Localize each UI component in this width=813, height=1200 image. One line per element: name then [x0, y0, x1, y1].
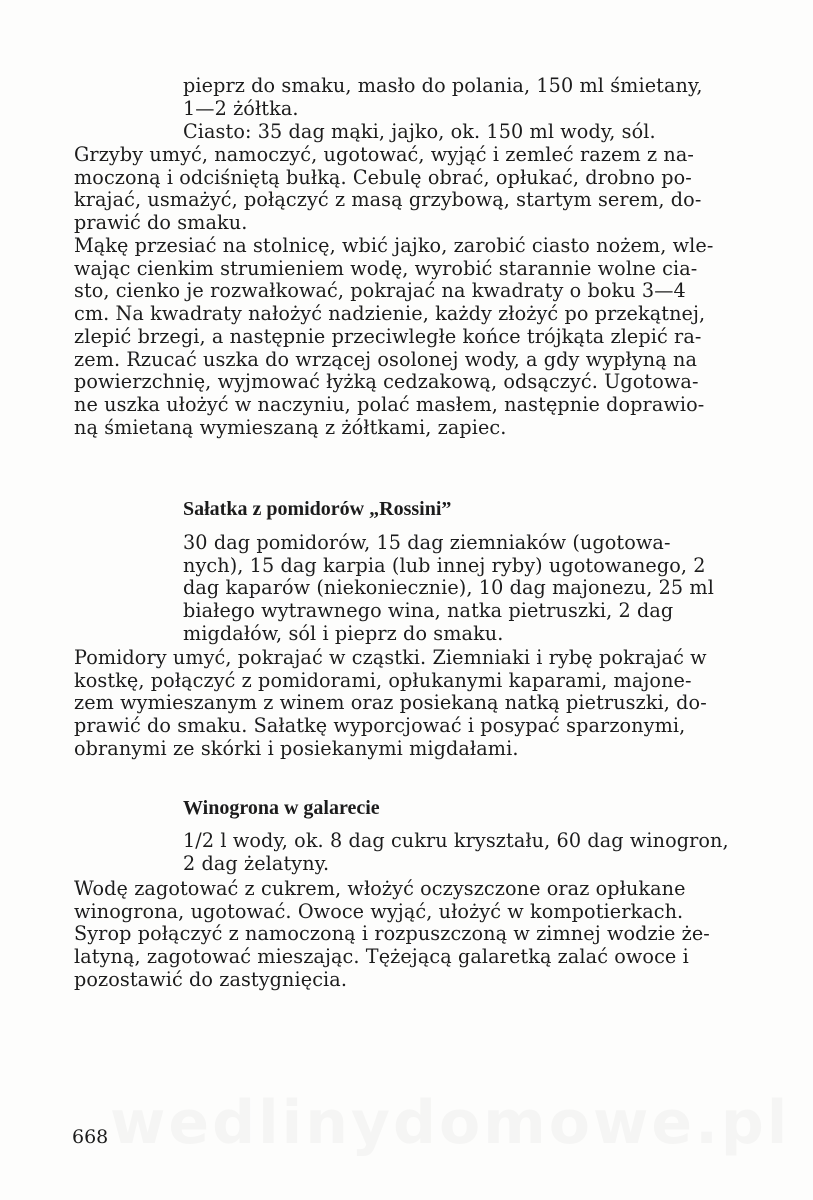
salatka-method: Pomidory umyć, pokrajać w cząstki. Ziemniaki i rybę pokrajać w kostkę, połączyć z pomidorami, opłukanymi kaparami, majone- zem wymieszanym z winem oraz posiekaną natką pietruszki, do- prawić do smaku. Sałatkę wyporcjować i posypać sparzonymi, obranymi ze skórki i posiekanymi migdałami.: [74, 646, 707, 760]
uszka-ingredients-continued: pieprz do smaku, masło do polania, 150 ml śmietany, 1—2 żółtka.: [183, 74, 703, 120]
watermark: wedlinydomowe.pl: [110, 1088, 791, 1158]
uszka-dough-ingredients: Ciasto: 35 dag mąki, jajko, ok. 150 ml wody, sól.: [183, 120, 656, 143]
winogrona-method: Wodę zagotować z cukrem, włożyć oczyszczone oraz opłukane winogrona, ugotować. Owoce wyjąć, ułożyć w kompotierkach. Syrop połączyć z namoczoną i rozpuszczoną w zimnej wodzie że- latyną, zagotować mieszając. Tężejącą galaretką zalać owoce i pozostawić do zastygnięcia.: [74, 877, 710, 991]
uszka-method-dough: Mąkę przesiać na stolnicę, wbić jajko, zarobić ciasto nożem, wle- wając cienkim strumieniem wodę, wyrobić starannie wolne cia- sto, cienko je rozwałkować, pokrajać na kwadraty o boku 3—4 cm. Na kwadraty nałożyć nadzienie, każdy złożyć po przekątnej, zlepić brzegi, a następnie przeciwległe końce trójkąta zlepić ra- zem. Rzucać uszka do wrzącej osolonej wody, a gdy wypłyną na powierzchnię, wyjmować łyżką cedzakową, odsączyć. Ugotowa- ne uszka ułożyć w naczyniu, polać masłem, następnie doprawio- ną śmietaną wymieszaną z żółtkami, zapiec.: [74, 234, 714, 439]
winogrona-ingredients: 1/2 l wody, ok. 8 dag cukru kryształu, 60 dag winogron, 2 dag żelatyny.: [183, 829, 729, 875]
salatka-recipe-title: Sałatka z pomidorów „Rossini”: [183, 498, 452, 520]
uszka-method-filling: Grzyby umyć, namoczyć, ugotować, wyjąć i zemleć razem z na- moczoną i odciśniętą bułką. Cebulę obrać, opłukać, drobno po- krajać, usmażyć, połączyć z masą grzybową, startym serem, do- prawić do smaku.: [74, 143, 702, 235]
salatka-ingredients: 30 dag pomidorów, 15 dag ziemniaków (ugotowa- nych), 15 dag karpia (lub innej ryby) ugotowanego, 2 dag kaparów (niekoniecznie), 10 dag majonezu, 25 ml białego wytrawnego wina, natka pietruszki, 2 dag migdałów, sól i pieprz do smaku.: [183, 531, 714, 645]
page-number: 668: [72, 1126, 109, 1148]
winogrona-recipe-title: Winogrona w galarecie: [183, 797, 380, 819]
